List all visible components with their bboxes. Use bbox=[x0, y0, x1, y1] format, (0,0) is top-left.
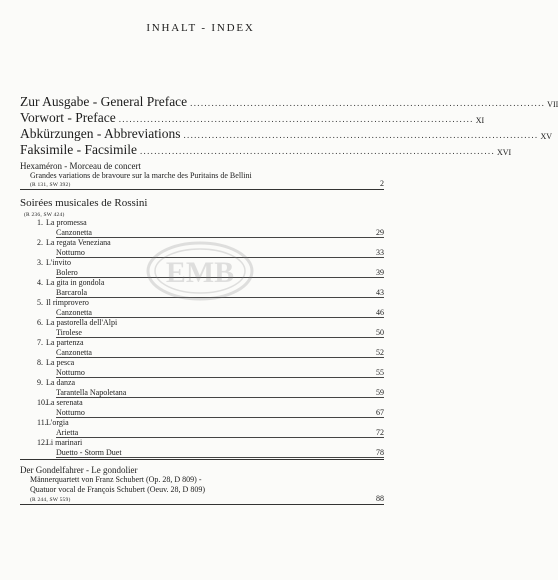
entry-genre: Canzonetta bbox=[56, 308, 92, 317]
preface-label: Abkürzungen - Abbreviations bbox=[20, 126, 181, 141]
entry-page: 43 bbox=[376, 288, 384, 297]
entry-rule bbox=[56, 437, 384, 438]
preface-label: Vorwort - Preface bbox=[20, 110, 116, 125]
hexameron-title: Hexaméron - Morceau de concert bbox=[20, 161, 141, 171]
entry-number: 2. bbox=[37, 238, 43, 247]
hexameron-page: 2 bbox=[380, 179, 384, 188]
entry-genre: Duetto - Storm Duet bbox=[56, 448, 122, 457]
preface-page: VII bbox=[547, 100, 558, 109]
entry-page: 67 bbox=[376, 408, 384, 417]
entry-number: 3. bbox=[37, 258, 43, 267]
entry-number: 6. bbox=[37, 318, 43, 327]
entry-name: La promessa bbox=[46, 218, 87, 227]
preface-row[interactable] bbox=[20, 110, 485, 126]
entry-page: 59 bbox=[376, 388, 384, 397]
gondelfahrer-title: Der Gondelfahrer - Le gondolier bbox=[20, 465, 138, 475]
entry-page: 52 bbox=[376, 348, 384, 357]
entry-name: Il rimprovero bbox=[46, 298, 89, 307]
entry-number: 9. bbox=[37, 378, 43, 387]
gondelfahrer-line2: Quatuor vocal de François Schubert (Oeuv. 28, D 809) bbox=[30, 485, 205, 494]
preface-page: XI bbox=[475, 116, 485, 125]
entry-genre: Canzonetta bbox=[56, 348, 92, 357]
dot-leader: .................................................................................................... bbox=[183, 130, 539, 140]
entry-page: 33 bbox=[376, 248, 384, 257]
entry-name: La pastorella dell'Alpi bbox=[46, 318, 118, 327]
entry-genre: Tarantella Napoletana bbox=[56, 388, 127, 397]
soirees-ref: (R 236, SW 424) bbox=[24, 212, 65, 218]
entry-genre: Notturno bbox=[56, 248, 85, 257]
entry-name: La serenata bbox=[46, 398, 83, 407]
dot-leader: .................................................................................................... bbox=[118, 114, 474, 124]
gondelfahrer-line1: Männerquartett von Franz Schubert (Op. 28, D 809) - bbox=[30, 475, 202, 484]
entry-rule bbox=[56, 357, 384, 358]
entry-genre: Bolero bbox=[56, 268, 78, 277]
entry-rule bbox=[56, 397, 384, 398]
entry-name: Li marinari bbox=[46, 438, 83, 447]
entry-rule bbox=[56, 417, 384, 418]
entry-genre: Barcarola bbox=[56, 288, 88, 297]
entry-number: 5. bbox=[37, 298, 43, 307]
page-title: INHALT - INDEX bbox=[146, 22, 255, 34]
entry-page: 72 bbox=[376, 428, 384, 437]
preface-row[interactable] bbox=[20, 126, 553, 142]
entry-page: 50 bbox=[376, 328, 384, 337]
entry-name: L'invito bbox=[46, 258, 71, 267]
entry-page: 55 bbox=[376, 368, 384, 377]
preface-row[interactable] bbox=[20, 142, 512, 158]
entry-rule bbox=[56, 457, 384, 458]
entry-name: La gita in gondola bbox=[46, 278, 105, 287]
entry-name: La regata Veneziana bbox=[46, 238, 111, 247]
hexameron-ref: (R 131, SW 392) bbox=[30, 182, 71, 188]
dot-leader: .................................................................................................... bbox=[140, 146, 495, 156]
entry-genre: Arietta bbox=[56, 428, 79, 437]
entry-genre: Notturno bbox=[56, 368, 85, 377]
dot-leader: .................................................................................................... bbox=[190, 98, 546, 108]
entry-number: 8. bbox=[37, 358, 43, 367]
preface-row[interactable] bbox=[20, 94, 558, 110]
preface-label: Zur Ausgabe - General Preface bbox=[20, 94, 188, 109]
entry-number: 7. bbox=[37, 338, 43, 347]
entry-rule bbox=[56, 337, 384, 338]
preface-label: Faksimile - Facsimile bbox=[20, 142, 137, 157]
entry-name: La pesca bbox=[46, 358, 75, 367]
entry-number: 10. bbox=[37, 398, 47, 407]
soirees-title: Soirées musicales de Rossini bbox=[20, 197, 148, 209]
watermark-text: EMB bbox=[165, 256, 235, 289]
gondelfahrer-page: 88 bbox=[376, 494, 384, 503]
emb-watermark-logo bbox=[145, 240, 255, 302]
entry-genre: Tirolese bbox=[56, 328, 82, 337]
hexameron-subtitle: Grandes variations de bravoure sur la marche des Puritains de Bellini bbox=[30, 171, 252, 180]
entry-name: L'orgia bbox=[46, 418, 69, 427]
gondelfahrer-ref: (R 244, SW 559) bbox=[30, 497, 71, 503]
entry-genre: Canzonetta bbox=[56, 228, 92, 237]
entry-page: 29 bbox=[376, 228, 384, 237]
preface-page: XV bbox=[540, 132, 553, 141]
entry-number: 11. bbox=[37, 418, 47, 427]
entry-page: 39 bbox=[376, 268, 384, 277]
section-rule bbox=[20, 504, 384, 505]
entry-rule bbox=[56, 377, 384, 378]
entry-page: 46 bbox=[376, 308, 384, 317]
entry-number: 12. bbox=[37, 438, 47, 447]
section-rule bbox=[20, 459, 384, 460]
entry-name: La partenza bbox=[46, 338, 84, 347]
section-rule bbox=[20, 189, 384, 190]
entry-number: 1. bbox=[37, 218, 43, 227]
entry-genre: Notturno bbox=[56, 408, 85, 417]
preface-page: XVI bbox=[497, 148, 512, 157]
entry-page: 78 bbox=[376, 448, 384, 457]
entry-number: 4. bbox=[37, 278, 43, 287]
entry-name: La danza bbox=[46, 378, 76, 387]
